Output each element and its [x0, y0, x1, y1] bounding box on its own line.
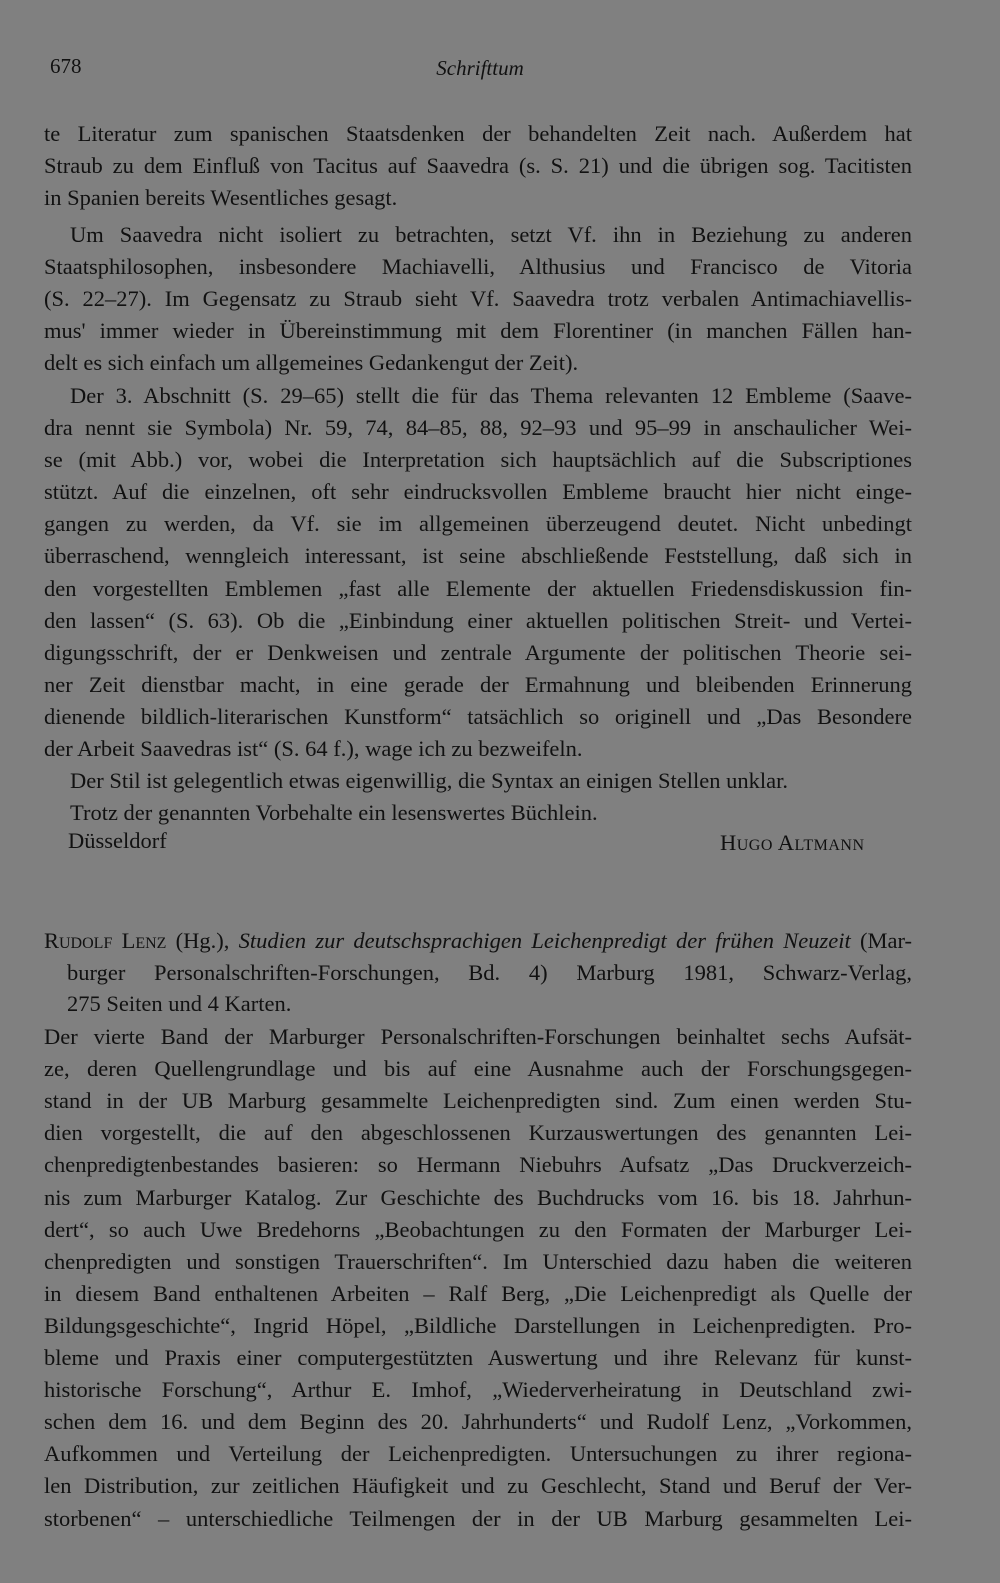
- page-header: [0, 54, 1000, 84]
- text-line: chenpredigten und sonstigen Trauerschriften“. Im Unterschied dazu haben die weiteren: [44, 1249, 912, 1274]
- text-line: chenpredigtenbestandes basieren: so Hermann Niebuhrs Aufsatz „Das Druckverzeich-: [44, 1152, 912, 1177]
- text-line: (S. 22–27). Im Gegensatz zu Straub sieht Vf. Saavedra trotz verbalen Antimachiavellis-: [44, 286, 912, 311]
- text-line: dert“, so auch Uwe Bredehorns „Beobachtungen zu den Formaten der Marburger Lei-: [44, 1217, 912, 1242]
- citation-line: 275 Seiten und 4 Karten.: [67, 991, 292, 1016]
- text-line: Bildungsgeschichte“, Ingrid Höpel, „Bildliche Darstellungen in Leichenpredigten. Pro-: [44, 1313, 912, 1338]
- text-line: se (mit Abb.) vor, wobei die Interpretation sich hauptsächlich auf die Subscriptiones: [44, 447, 912, 472]
- text-line: überraschend, wenngleich interessant, ist seine abschließende Feststellung, daß sich in: [44, 543, 912, 568]
- text-line: ner Zeit dienstbar macht, in eine gerade der Ermahnung und bleibenden Erinnerung: [44, 672, 912, 697]
- text-line: schen dem 16. und dem Beginn des 20. Jahrhunderts“ und Rudolf Lenz, „Vorkommen,: [44, 1409, 912, 1434]
- text-line: Um Saavedra nicht isoliert zu betrachten, setzt Vf. ihn in Beziehung zu anderen: [70, 222, 912, 247]
- text-line: Der Stil ist gelegentlich etwas eigenwillig, die Syntax an einigen Stellen unklar.: [70, 768, 788, 793]
- text-line: bleme und Praxis einer computergestützten Auswertung und ihre Relevanz für kunst-: [44, 1345, 912, 1370]
- text-line: nis zum Marburger Katalog. Zur Geschichte des Buchdrucks vom 16. bis 18. Jahrhun-: [44, 1185, 912, 1210]
- text-line: Aufkommen und Verteilung der Leichenpredigten. Untersuchungen zu ihrer regiona-: [44, 1441, 912, 1466]
- text-line: den lassen“ (S. 63). Ob die „Einbindung einer aktuellen politischen Streit- und Vertei-: [44, 608, 912, 633]
- text-line: in Spanien bereits Wesentliches gesagt.: [44, 185, 398, 210]
- text-line: der Arbeit Saavedras ist“ (S. 64 f.), wage ich zu bezweifeln.: [44, 736, 583, 761]
- text-line: stand in der UB Marburg gesammelte Leichenpredigten sind. Zum einen werden Stu-: [44, 1088, 912, 1113]
- text-line: storbenen“ – unterschiedliche Teilmengen der in der UB Marburg gesammelten Lei-: [44, 1506, 912, 1531]
- citation-line: burger Personalschriften-Forschungen, Bd. 4) Marburg 1981, Schwarz-Verlag,: [67, 960, 912, 985]
- running-title: Schrifttum: [436, 56, 524, 80]
- editor-mark: (Hg.),: [166, 928, 239, 953]
- text-line: gangen zu werden, da Vf. sie im allgemeinen überzeugend deutet. Nicht unbedingt: [44, 511, 912, 536]
- text-line: te Literatur zum spanischen Staatsdenken der behandelten Zeit nach. Außerdem hat: [44, 121, 912, 146]
- text-line: delt es sich einfach um allgemeines Gedankengut der Zeit).: [44, 350, 579, 375]
- page-number: 678: [50, 54, 82, 78]
- text-line: ze, deren Quellengrundlage und bis auf eine Ausnahme auch der Forschungsgegen-: [44, 1056, 912, 1081]
- text-line: Staatsphilosophen, insbesondere Machiavelli, Althusius und Francisco de Vitoria: [44, 254, 912, 279]
- text-line: stützt. Auf die einzelnen, oft sehr eindrucksvollen Embleme braucht hier nicht einge-: [44, 479, 912, 504]
- text-line: Der vierte Band der Marburger Personalschriften-Forschungen beinhaltet sechs Aufsät-: [44, 1024, 912, 1049]
- text-line: Der 3. Abschnitt (S. 29–65) stellt die für das Thema relevanten 12 Embleme (Saave-: [70, 383, 912, 408]
- text-line: mus' immer wieder in Übereinstimmung mit dem Florentiner (in manchen Fällen han-: [44, 318, 912, 343]
- text-line: dien vorgestellt, die auf den abgeschlossenen Kurzauswertungen des genannten Lei-: [44, 1120, 912, 1145]
- book-title: Studien zur deutschsprachigen Leichenpredigt der frühen Neuzeit: [238, 928, 851, 953]
- book-author: Rudolf Lenz: [44, 928, 167, 953]
- text-line: Straub zu dem Einfluß von Tacitus auf Saavedra (s. S. 21) und die übrigen sog. Tacitisten: [44, 153, 912, 178]
- text-line: len Distribution, zur zeitlichen Häufigkeit und zu Geschlecht, Stand und Beruf der Ver-: [44, 1473, 912, 1498]
- text-line: den vorgestellten Emblemen „fast alle Elemente der aktuellen Friedensdiskussion fin-: [44, 576, 912, 601]
- text-line: dienende bildlich-literarischen Kunstform“ tatsächlich so originell und „Das Besondere: [44, 704, 912, 729]
- reviewer-name: Hugo Altmann: [720, 830, 865, 855]
- review-place: Düsseldorf: [68, 828, 167, 853]
- text-line: dra nennt sie Symbola) Nr. 59, 74, 84–85, 88, 92–93 und 95–99 in anschaulicher Wei-: [44, 415, 912, 440]
- text-line: historische Forschung“, Arthur E. Imhof, „Wiederverheiratung in Deutschland zwi-: [44, 1377, 912, 1402]
- review-citation-heading: [44, 925, 912, 957]
- citation-open: (Mar-: [850, 928, 912, 953]
- text-line: Trotz der genannten Vorbehalte ein lesenswertes Büchlein.: [70, 800, 598, 825]
- text-line: in diesem Band enthaltenen Arbeiten – Ralf Berg, „Die Leichenpredigt als Quelle der: [44, 1281, 912, 1306]
- text-line: digungsschrift, der er Denkweisen und zentrale Argumente der politischen Theorie sei-: [44, 640, 912, 665]
